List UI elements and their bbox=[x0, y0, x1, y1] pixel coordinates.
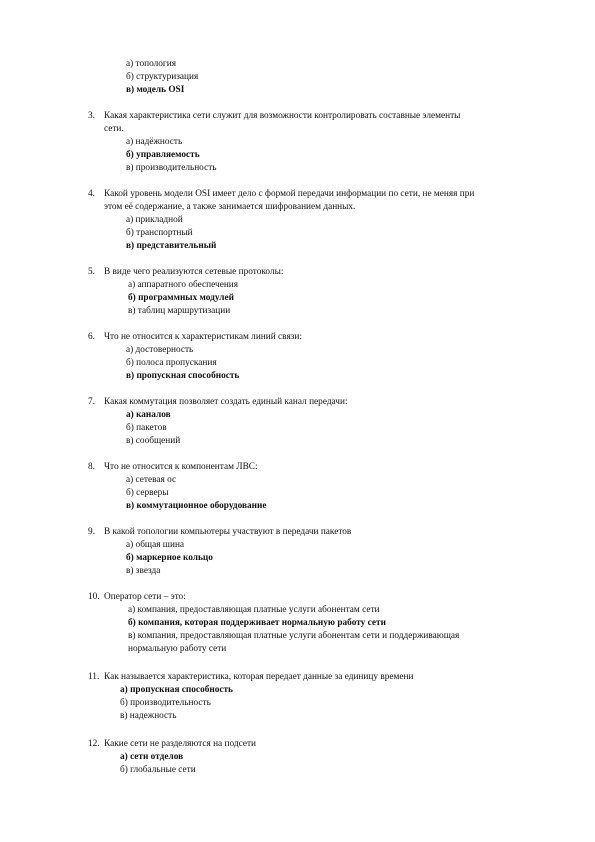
question-text: Что не относится к компонентам ЛВС: bbox=[104, 462, 258, 472]
correct-option: б) маркерное кольцо bbox=[126, 553, 213, 563]
correct-option: в) коммутационное оборудование bbox=[126, 501, 267, 511]
question-text: Оператор сети – это: bbox=[104, 592, 186, 602]
option: б) полоса пропускания bbox=[126, 358, 217, 368]
option: в) таблиц маршрутизации bbox=[128, 306, 231, 316]
question-number: 12. bbox=[88, 739, 100, 749]
question-number: 8. bbox=[88, 462, 95, 472]
option: в) производительность bbox=[126, 163, 217, 173]
option: а) надёжность bbox=[126, 137, 183, 147]
question-text: Какие сети не разделяются на подсети bbox=[104, 739, 256, 749]
correct-option: а) пропускная способность bbox=[120, 685, 233, 695]
option: а) аппаратного обеспечения bbox=[128, 280, 239, 290]
option: а) достоверность bbox=[126, 345, 194, 355]
option: в) компания, предоставляющая платные услуги абонентам сети и поддерживающая bbox=[128, 631, 460, 641]
correct-option: в) представительный bbox=[126, 241, 217, 251]
option: а) компания, предоставляющая платные услуги абонентам сети bbox=[128, 605, 380, 615]
option: б) структуризация bbox=[126, 72, 199, 82]
option: б) серверы bbox=[126, 488, 169, 498]
option: а) общая шина bbox=[126, 540, 185, 550]
question-number: 10. bbox=[88, 592, 100, 602]
question-number: 3. bbox=[88, 111, 95, 121]
question-number: 6. bbox=[88, 332, 95, 342]
option: в) сообщений bbox=[126, 436, 181, 446]
correct-option: а) сети отделов bbox=[120, 752, 184, 762]
option: б) пакетов bbox=[126, 423, 167, 433]
option: в) звезда bbox=[126, 566, 161, 576]
question-text: Какой уровень модели OSI имеет дело с формой передачи информации по сети, не меняя при bbox=[104, 189, 475, 199]
question-text: Какая характеристика сети служит для возможности контролировать составные элементы bbox=[104, 111, 461, 121]
option: б) транспортный bbox=[126, 228, 193, 238]
correct-option: а) каналов bbox=[126, 410, 171, 420]
correct-option: б) программных модулей bbox=[128, 293, 234, 303]
correct-option: в) пропускная способность bbox=[126, 371, 240, 381]
option: в) надежность bbox=[120, 711, 177, 721]
correct-option: б) управляемость bbox=[126, 150, 200, 160]
option: а) топология bbox=[126, 59, 176, 69]
question-text: сети. bbox=[104, 124, 124, 134]
option: б) производительность bbox=[120, 698, 211, 708]
option: а) сетевая ос bbox=[126, 475, 177, 485]
question-number: 9. bbox=[88, 527, 95, 537]
question-text: Как называется характеристика, которая передает данные за единицу времени bbox=[104, 672, 414, 682]
question-text: этом её содержание, а также занимается шифрованием данных. bbox=[104, 202, 356, 212]
question-number: 11. bbox=[88, 672, 100, 682]
correct-option: в) модель OSI bbox=[126, 85, 185, 95]
question-text: Что не относится к характеристикам линий связи: bbox=[104, 332, 302, 342]
correct-option: б) компания, которая поддерживает нормальную работу сети bbox=[128, 618, 386, 628]
question-text: В какой топологии компьютеры участвуют в передачи пакетов bbox=[104, 527, 352, 537]
question-number: 7. bbox=[88, 397, 95, 407]
question-text: Какая коммутация позволяет создать единый канал передачи: bbox=[104, 397, 348, 407]
question-number: 4. bbox=[88, 189, 95, 199]
option: б) глобальные сети bbox=[120, 765, 196, 775]
question-text: В виде чего реализуются сетевые протоколы: bbox=[104, 267, 284, 277]
question-number: 5. bbox=[88, 267, 95, 277]
option: нормальную работу сети bbox=[128, 644, 227, 654]
option: а) прикладной bbox=[126, 215, 183, 225]
